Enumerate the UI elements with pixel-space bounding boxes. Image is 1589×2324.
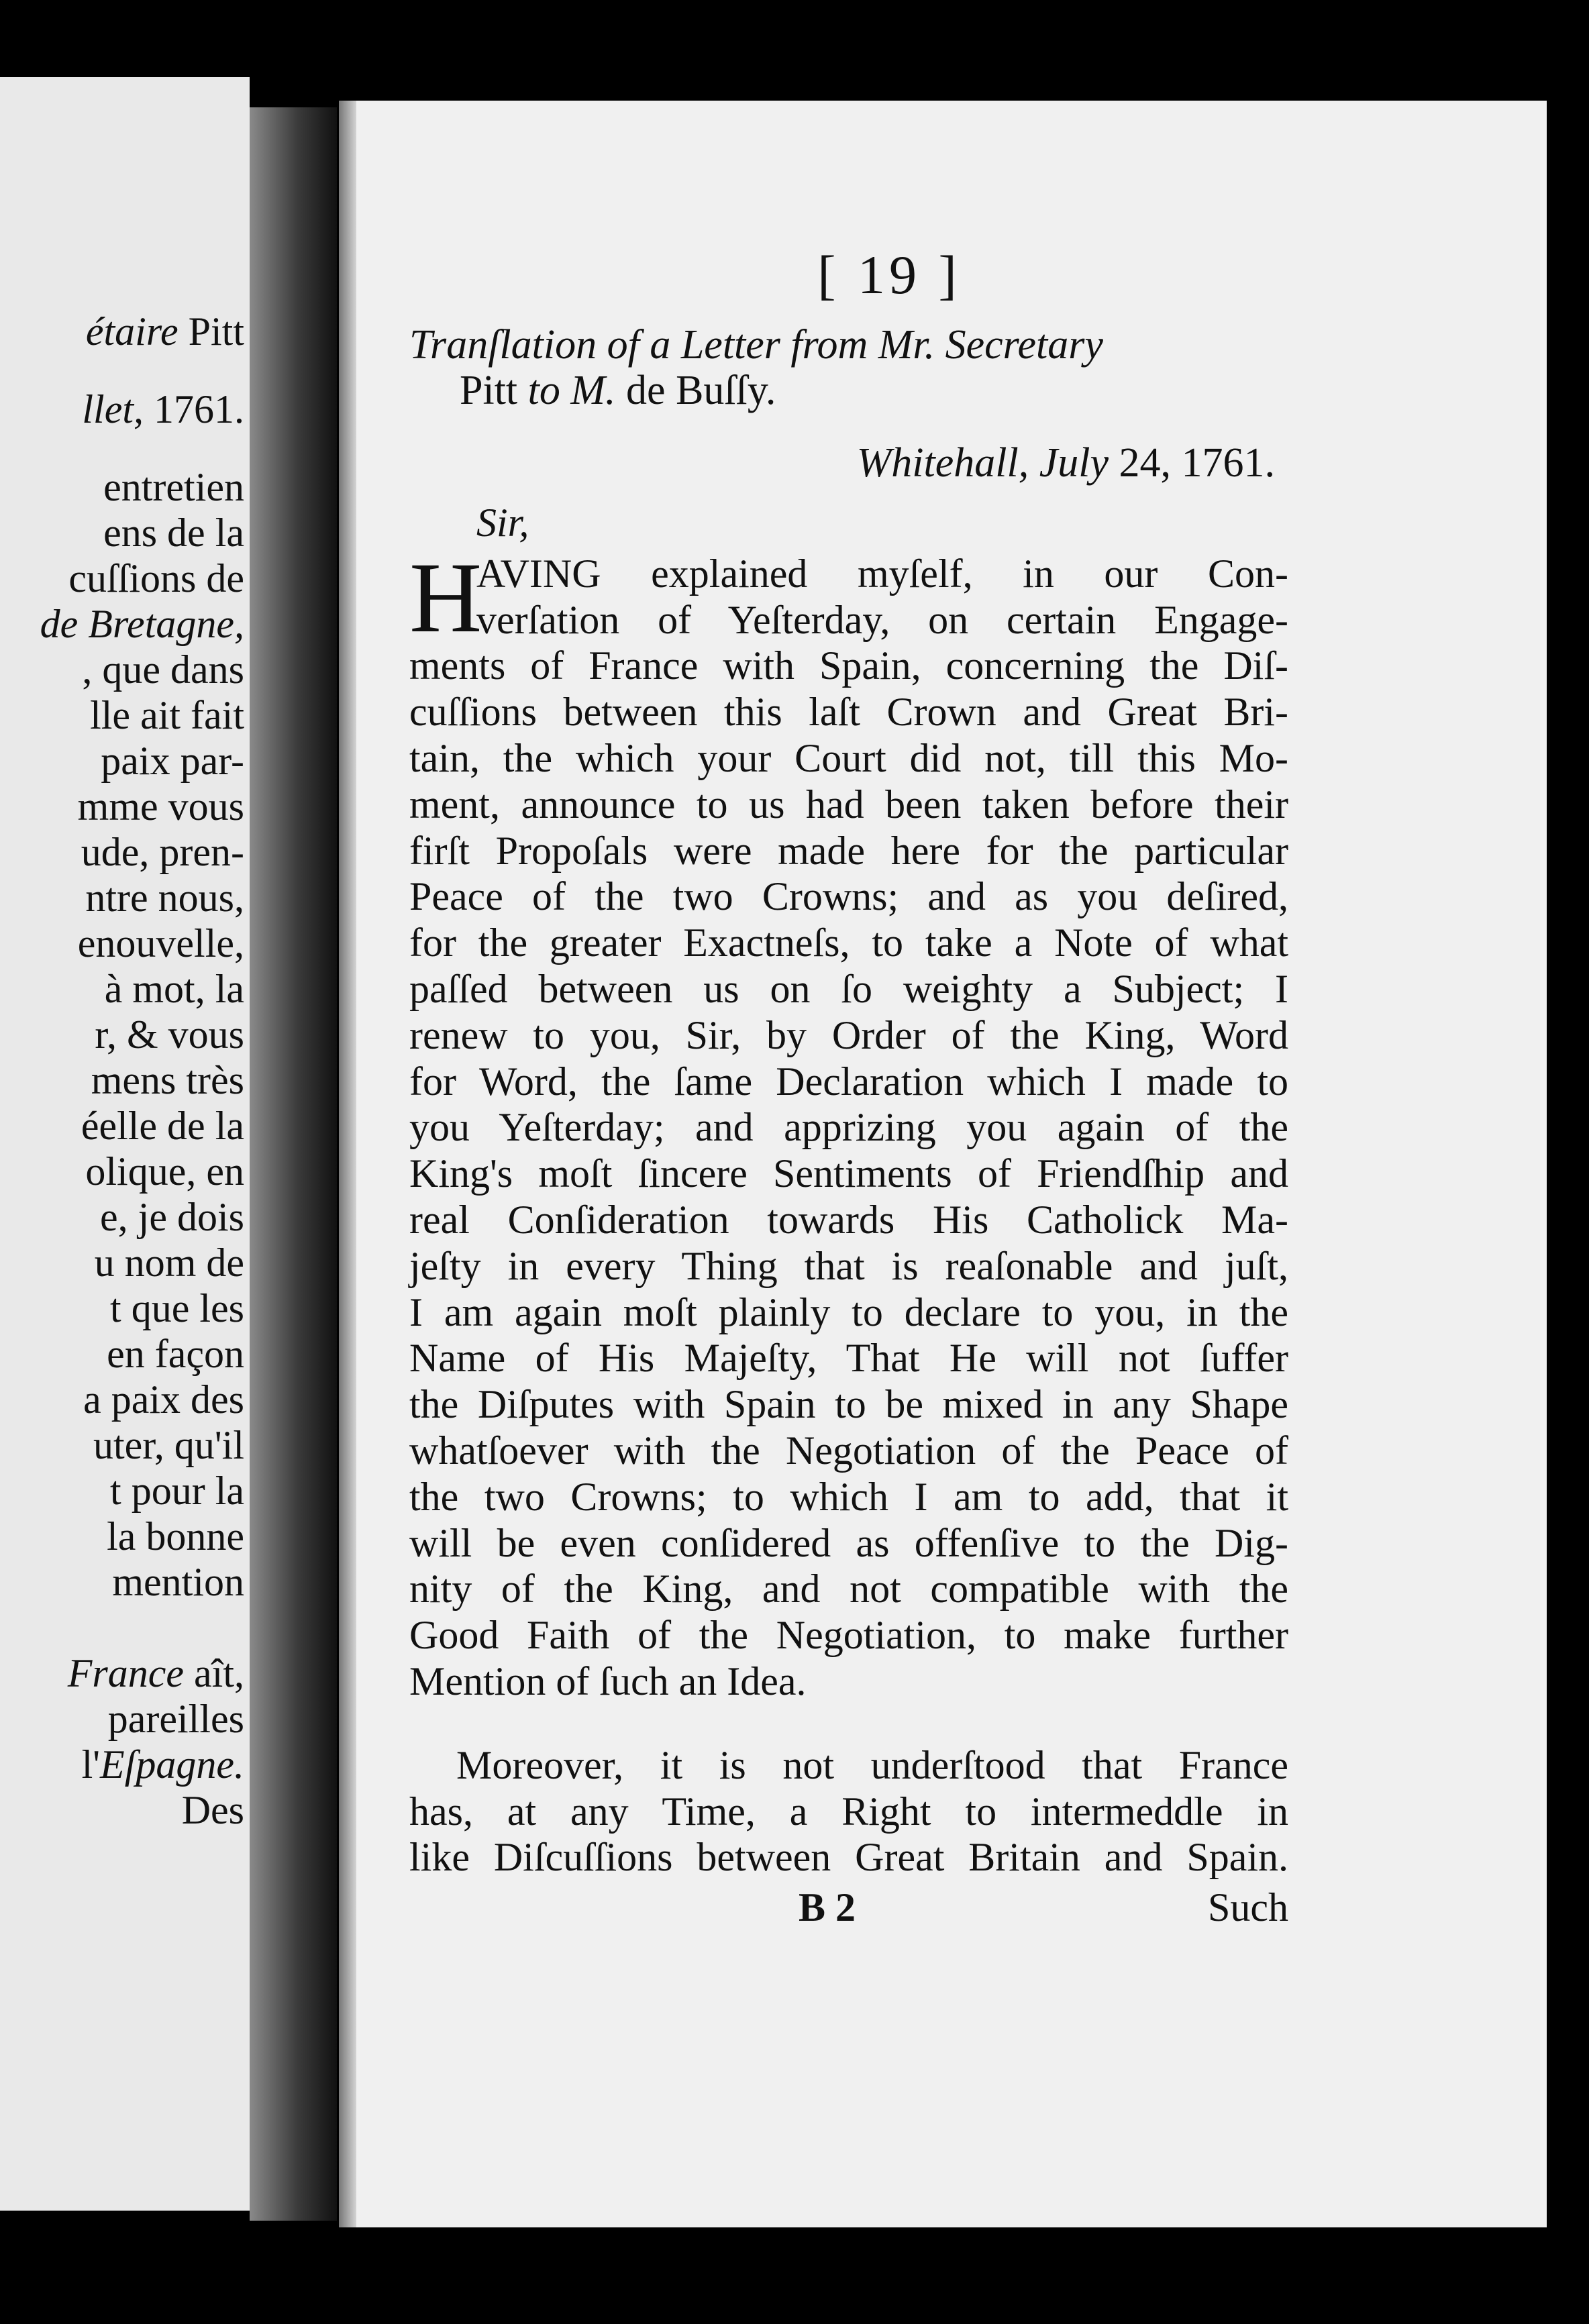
page-content [409, 242, 1288, 1930]
left-page-line: ens de la [103, 511, 244, 555]
paragraph-line: the Diſputes with Spain to be mixed in any Shape [409, 1382, 1288, 1427]
left-page-line: en façon [107, 1332, 244, 1376]
paragraph-line: will be even conſidered as offenſive to the Dig- [409, 1520, 1288, 1565]
left-page-line: la bonne [107, 1514, 244, 1559]
left-page-line: France aît, [67, 1651, 244, 1695]
left-page-line: mention [112, 1560, 244, 1604]
dateline [409, 440, 1288, 486]
title-pitt: Pitt [460, 368, 518, 413]
left-page-line: t pour la [110, 1469, 244, 1513]
gutter-shadow [250, 107, 337, 2221]
left-page-line: ntre nous, [85, 876, 244, 920]
paragraph-line: for the greater Exactneſs, to take a Note of what [409, 920, 1288, 965]
left-page-line: entretien [103, 465, 244, 509]
left-page-line: cuſſions de [68, 556, 244, 600]
page-footer [409, 1885, 1288, 1930]
paragraph-line: I am again moſt plainly to declare to you, in the [409, 1289, 1288, 1334]
title-to-m: to M. [527, 368, 616, 413]
paragraph-line: Mention of ſuch an Idea. [409, 1658, 807, 1703]
paragraph-line: renew to you, Sir, by Order of the King, Word [409, 1012, 1288, 1057]
paragraph-line: the two Crowns; to which I am to add, that it [409, 1474, 1288, 1519]
left-page-line [40, 1605, 244, 1650]
left-page-line: mme vous [77, 784, 244, 829]
paragraph-line: Name of His Majeſty, That He will not ſuffer [409, 1336, 1288, 1381]
dateline-date: 24, 1761. [1119, 440, 1275, 486]
paragraph-line: King's moſt ſincere Sentiments of Friendſhip and [409, 1151, 1288, 1196]
paragraph-line: tain, the which your Court did not, till this Mo- [409, 735, 1288, 780]
paragraph-line: cuſſions between this laſt Crown and Great Bri- [409, 690, 1288, 735]
paragraph-line: Good Faith of the Negotiation, to make further [409, 1613, 1288, 1658]
title-line-1: Tranſlation of a Letter from Mr. Secretary [409, 322, 1103, 368]
left-page-line: mens très [91, 1058, 244, 1102]
paragraph-line: you Yeſterday; and apprizing you again of the [409, 1105, 1288, 1150]
left-page-line: t que les [110, 1286, 244, 1330]
paragraph-line: ment, announce to us had been taken before their [409, 782, 1288, 827]
paragraph-line: firſt Propoſals were made here for the particular [409, 828, 1288, 873]
catchword: Such [1208, 1885, 1288, 1930]
paragraph-line: real Conſideration towards His Catholick Ma- [409, 1197, 1288, 1242]
left-page [0, 77, 250, 2211]
paragraph-line: paſſed between us on ſo weighty a Subject; I [409, 966, 1288, 1011]
left-page-line: , que dans [82, 647, 244, 692]
left-page-line: ude, pren- [81, 830, 244, 874]
left-page-line: r, & vous [95, 1012, 244, 1057]
paragraph-line: ments of France with Spain, concerning the Diſ- [409, 643, 1288, 688]
left-page-line: enouvelle, [77, 921, 244, 965]
left-page-text [40, 309, 244, 1833]
left-page-line: a paix des [83, 1377, 244, 1422]
left-page-line: llet, 1761. [82, 387, 244, 431]
letter-title [409, 322, 1288, 413]
left-page-line: u nom de [94, 1240, 244, 1285]
left-page-line: à mot, la [104, 967, 244, 1011]
left-page-line: de Bretagne, [40, 602, 244, 646]
title-de-bussy: de Buſſy. [626, 368, 776, 413]
left-page-line: olique, en [85, 1149, 244, 1194]
paragraph-line: verſation of Yeſterday, on certain Engage- [476, 597, 1288, 642]
paragraph-line: jeſty in every Thing that is reaſonable and juſt, [409, 1243, 1288, 1288]
left-page-line: pareilles [107, 1697, 244, 1741]
page-spine [339, 101, 356, 2227]
left-page-line: e, je dois [100, 1195, 244, 1239]
left-page-line: Des [181, 1788, 244, 1832]
paragraph-line: nity of the King, and not compatible with the [409, 1567, 1288, 1612]
paragraph-line: for Word, the ſame Declaration which I made to [409, 1059, 1288, 1104]
left-page-line: étaire Pitt [85, 309, 244, 354]
left-page-line: paix par- [101, 739, 244, 783]
drop-cap: H [409, 541, 482, 653]
left-page-line: éelle de la [81, 1104, 244, 1148]
title-line-2 [409, 368, 1288, 413]
page-header: [ 19 ] [817, 244, 961, 305]
paragraph-line: AVING explained myſelf, in our Con- [476, 551, 1288, 596]
left-page-line: l'Eſpagne. [81, 1742, 244, 1787]
paragraph-1 [409, 541, 1288, 1705]
paragraph-line: whatſoever with the Negotiation of the Peace of [409, 1428, 1288, 1473]
paragraph-2 [409, 1742, 1288, 1881]
dateline-place: Whitehall, July [856, 440, 1109, 486]
left-page-line: lle ait fait [90, 693, 244, 737]
paragraph-line: Peace of the two Crowns; and as you deſired, [409, 874, 1288, 919]
paragraph-line: like Diſcuſſions between Great Britain and Spain. [409, 1835, 1288, 1880]
paragraph-line: has, at any Time, a Right to intermeddle in [409, 1789, 1288, 1834]
paragraph-line: Moreover, it is not underſtood that France [456, 1742, 1288, 1787]
salutation: Sir, [476, 500, 529, 545]
left-page-line: uter, qu'il [93, 1423, 244, 1467]
signature-mark: B 2 [799, 1885, 856, 1930]
